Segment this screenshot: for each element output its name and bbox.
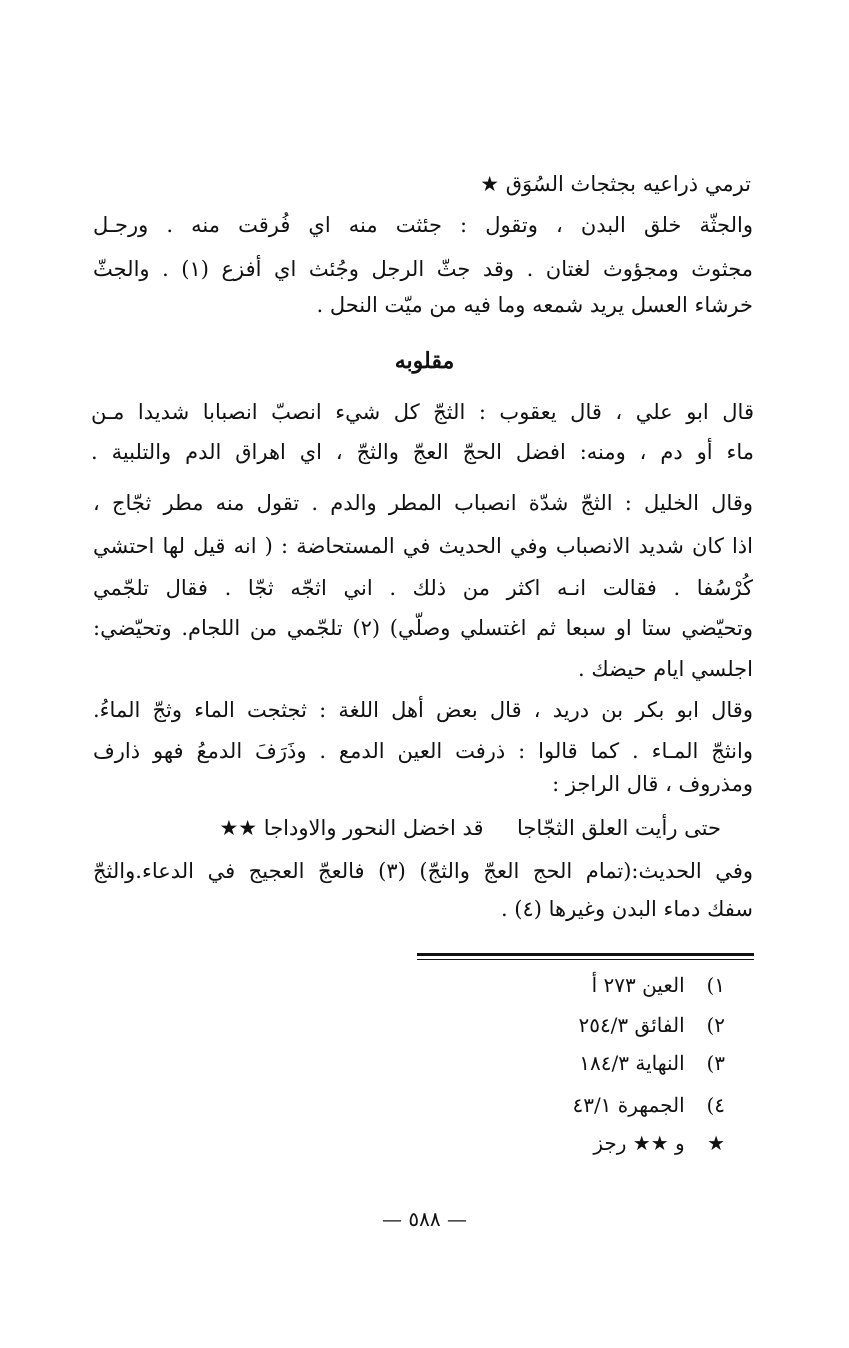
paragraph-line: خرشاء العسل يريد شمعه وما فيه من ميّت النحل . <box>316 293 753 317</box>
footnote <box>592 970 725 1000</box>
footnote-number: ★ <box>707 1131 725 1155</box>
section-heading: مقلوبه <box>394 348 455 374</box>
paragraph-line: وانثجّ المـاء . كما قالوا : ذرفت العين الدمع . وذَرَفَ الدمعُ فهو ذارف <box>93 739 753 763</box>
footnote-text: الجمهرة ٤٣/١ <box>572 1093 685 1117</box>
paragraph-line: مجثوث ومجؤوث لغتان . وقد جثّ الرجل وجُئث اي أفزع (١) . والجثّ <box>93 257 753 281</box>
paragraph-line: والجثّة خلق البدن ، وتقول : جئثت منه اي فُرقت منه . ورجـل <box>93 213 753 237</box>
footnote-rule <box>417 953 754 956</box>
paragraph-line: اجلسي ايام حيضك . <box>577 657 753 681</box>
footnote-text: الفائق ٢٥٤/٣ <box>578 1013 685 1037</box>
page-number: — ٥٨٨ — <box>382 1207 467 1231</box>
paragraph-line: وتحيّضي ستا او سبعا ثم اغتسلي وصلّي) (٢) تلجّمي من اللجام. وتحيّضي: <box>93 616 753 640</box>
paragraph-line: وقال الخليل : الثجّ شدّة انصباب المطر والدم . تقول منه مطر ثجّاج ، <box>93 491 753 515</box>
footnote <box>579 1048 725 1078</box>
paragraph-line: ومذروف ، قال الراجز : <box>552 772 753 796</box>
footnote-text: النهاية ١٨٤/٣ <box>579 1051 685 1075</box>
footnote-text: العين ٢٧٣ أ <box>591 973 685 997</box>
paragraph-line: اذا كان شديد الانصباب وفي الحديث في المستحاضة : ( انه قيل لها احتشي <box>93 534 753 558</box>
footnote-number: ٤) <box>706 1093 725 1117</box>
paragraph-line: سفك دماء البدن وغيرها (٤) . <box>500 897 753 921</box>
paragraph-line: قال ابو علي ، قال يعقوب : الثجّ كل شيء انصبّ انصبابا شديدا مـن <box>91 400 754 424</box>
footnote-rule-thin <box>417 959 754 960</box>
footnote-number: ٢) <box>706 1013 725 1037</box>
verse-line: حتى رأيت العلق الثجّاجا قد اخضل النحور والاوداجا ★★ <box>219 816 721 840</box>
paragraph-line: وقال ابو بكر بن دريد ، قال بعض أهل اللغة : ثجثجت الماء وثجّ الماءُ. <box>93 698 753 722</box>
paragraph-line: كُرْسُفا . فقالت انـه اكثر من ذلك . اني اثجّه ثجّا . فقال تلجّمي <box>93 576 753 600</box>
footnote-text: و ★★ رجز <box>593 1131 685 1155</box>
footnote <box>593 1128 725 1158</box>
paragraph-line: وفي الحديث:(تمام الحج العجّ والثجّ) (٣) فالعجّ العجيج في الدعاء.والثجّ <box>93 859 753 883</box>
footnote-number: ١) <box>706 973 725 997</box>
verse-line: ترمي ذراعيه بجثجاث السُوَق ★ <box>480 172 751 196</box>
footnote-number: ٣) <box>706 1051 725 1075</box>
footnote <box>572 1090 725 1120</box>
paragraph-line: ماء أو دم ، ومنه: افضل الحجّ العجّ والثجّ ، اي اهراق الدم والتلبية . <box>91 440 754 464</box>
footnote <box>578 1010 725 1040</box>
